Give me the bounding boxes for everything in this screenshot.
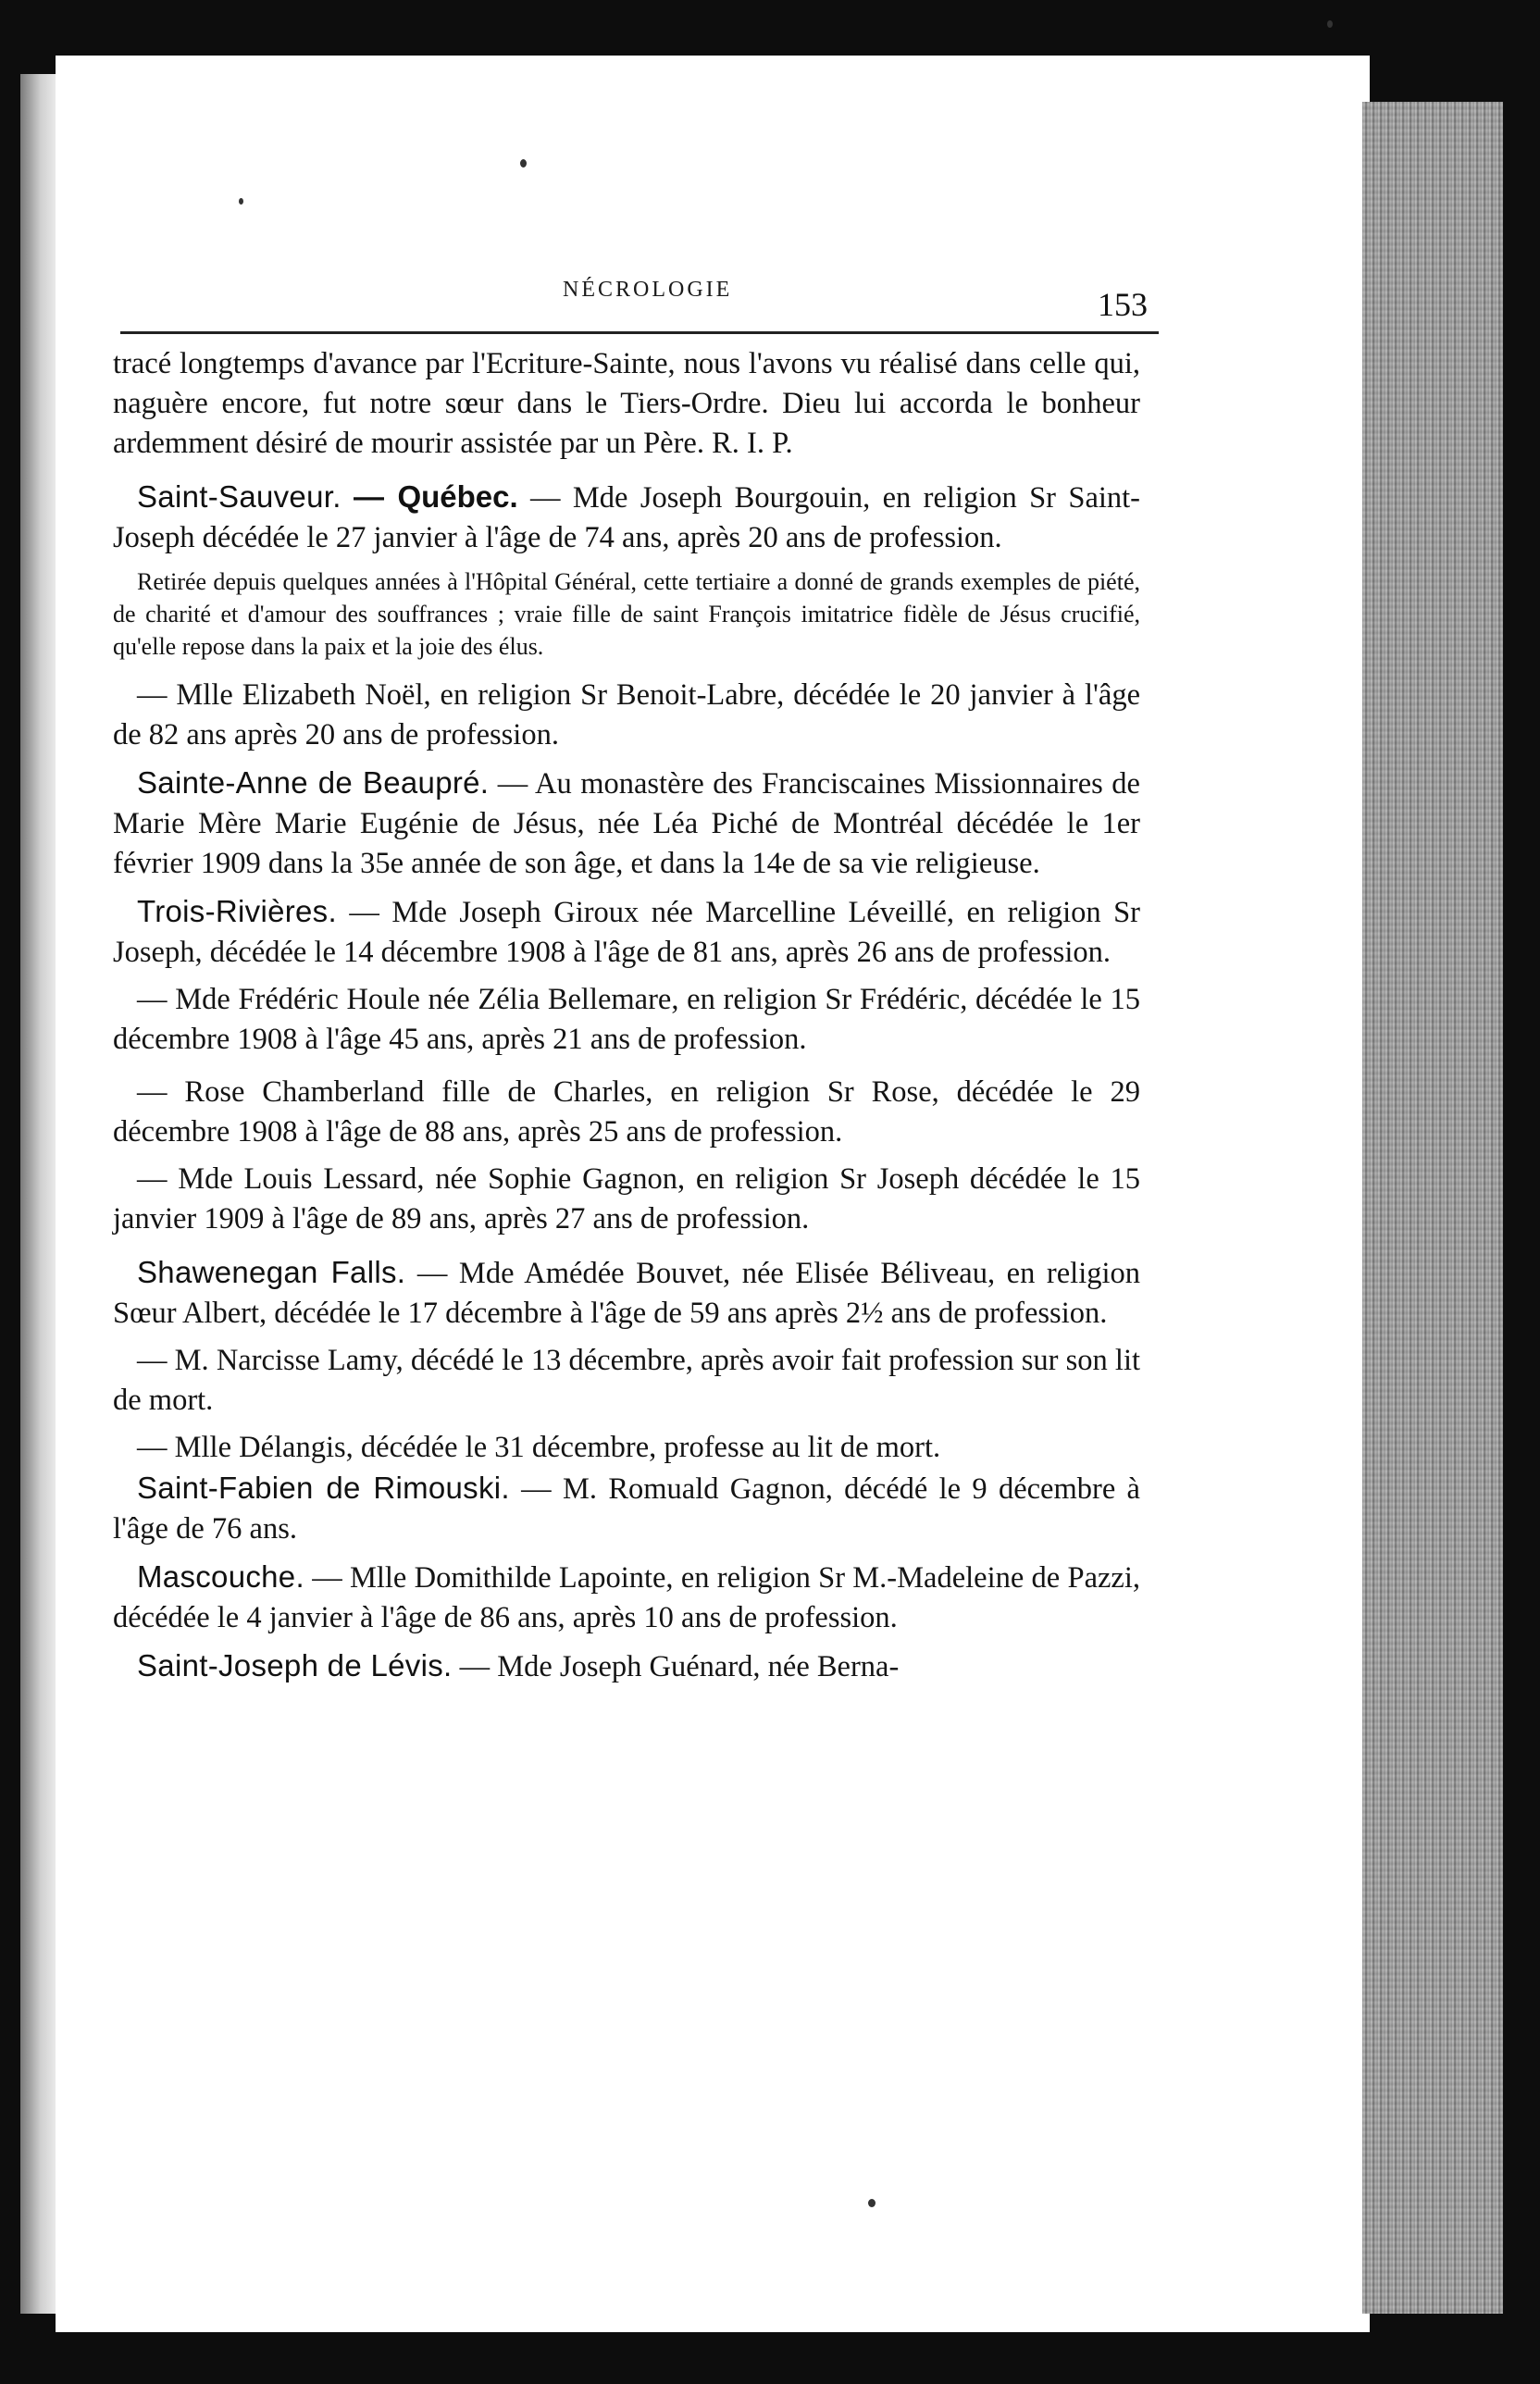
speck-mark (520, 159, 527, 168)
entry-text: — Mde Joseph Guénard, née Berna- (452, 1650, 900, 1683)
entry-paragraph: — Mde Louis Lessard, née Sophie Gagnon, en religion Sr Joseph décédée le 15 janvier 1909 à l'âge de 89 ans, après 27 ans de profession. (113, 1162, 1140, 1235)
entry-saint-sauveur (113, 477, 1140, 558)
entry-text: — Mde Joseph Bourgouin, en religion Sr Saint-Joseph décédée le 27 janvier à l'âge de 74 ans, après 20 ans de profession. (113, 481, 1140, 554)
entry-text: — M. Romuald Gagnon, décédé le 9 décembre à l'âge de 76 ans. (113, 1472, 1140, 1546)
entry-paragraph: — Rose Chamberland fille de Charles, en religion Sr Rose, décédée le 29 décembre 1908 à l'âge de 88 ans, après 25 ans de profession. (113, 1075, 1140, 1149)
entry-place: Saint-Joseph de Lévis. (137, 1648, 453, 1682)
entry-shawenegan (113, 1252, 1140, 1334)
entry-place: Sainte-Anne de Beaupré. (137, 765, 490, 800)
speck-mark (1327, 20, 1333, 28)
entry-place: Trois-Rivières. (137, 894, 337, 928)
entry-place: Shawenegan Falls. (137, 1255, 406, 1289)
entry-paragraph: — Mlle Elizabeth Noël, en religion Sr Benoit-Labre, décédée le 20 janvier à l'âge de 82 ans après 20 ans de profession. (113, 678, 1140, 751)
entry-mascouche (113, 1557, 1140, 1638)
entry-sainte-anne (113, 763, 1140, 884)
entry-text: — Au monastère des Franciscaines Missionnaires de Marie Mère Marie Eugénie de Jésus, née Léa Piché de Montréal décédée le 1er février 1909 dans la 35e année de son âge, et dans la 14e de sa vie religieuse. (113, 767, 1140, 880)
entry-trois-rivieres (113, 891, 1140, 973)
speck-mark (239, 198, 243, 205)
entry-text: — Mde Joseph Giroux née Marcelline Léveillé, en religion Sr Joseph, décédée le 14 décembre 1908 à l'âge de 81 ans, après 26 ans de profession. (113, 896, 1140, 969)
entry-paragraph: — Mlle Délangis, décédée le 31 décembre, professe au lit de mort. (137, 1431, 941, 1464)
entry-place-city: — Québec. (354, 479, 518, 514)
entry-text: — Mlle Domithilde Lapointe, en religion Sr M.-Madeleine de Pazzi, décédée le 4 janvier à l'âge de 86 ans, après 10 ans de profession. (113, 1561, 1140, 1634)
paragraph-continuation: tracé longtemps d'avance par l'Ecriture-Sainte, nous l'avons vu réalisé dans celle qui, naguère encore, fut notre sœur dans le Tiers-Ordre. Dieu lui accorda le bonheur ardemment désiré de mourir assistée par un Père. R. I. P. (113, 347, 1140, 460)
entry-place: Saint-Sauveur. (137, 479, 342, 514)
entry-text: — Mde Amédée Bouvet, née Elisée Béliveau, en religion Sœur Albert, décédée le 17 décembre à l'âge de 59 ans après 2½ ans de profession. (113, 1257, 1141, 1330)
page-number: 153 (1098, 286, 1148, 323)
entry-paragraph: — M. Narcisse Lamy, décédé le 13 décembre, après avoir fait profession sur son lit de mort. (113, 1344, 1140, 1417)
page-header (120, 268, 1157, 333)
entry-place: Saint-Fabien de Rimouski. (137, 1471, 510, 1505)
page-stack-edge (1362, 102, 1503, 2314)
entry-paragraph: — Mde Frédéric Houle née Zélia Bellemare, en religion Sr Frédéric, décédée le 15 décembre 1908 à l'âge 45 ans, après 21 ans de profession. (113, 983, 1140, 1056)
header-rule (120, 331, 1159, 334)
entry-saint-fabien (113, 1468, 1140, 1549)
entry-note: Retirée depuis quelques années à l'Hôpital Général, cette tertiaire a donné de grands exemples de piété, de charité et d'amour des souffrances ; vraie fille de saint François imitatrice fidèle de Jésus crucifié, qu'elle repose dans la paix et la joie des élus. (113, 568, 1140, 660)
page-body (113, 344, 1140, 1687)
running-title: NÉCROLOGIE (563, 278, 733, 302)
speck-mark (868, 2199, 876, 2207)
entry-place: Mascouche. (137, 1559, 304, 1594)
entry-saint-joseph-levis (113, 1645, 1140, 1687)
